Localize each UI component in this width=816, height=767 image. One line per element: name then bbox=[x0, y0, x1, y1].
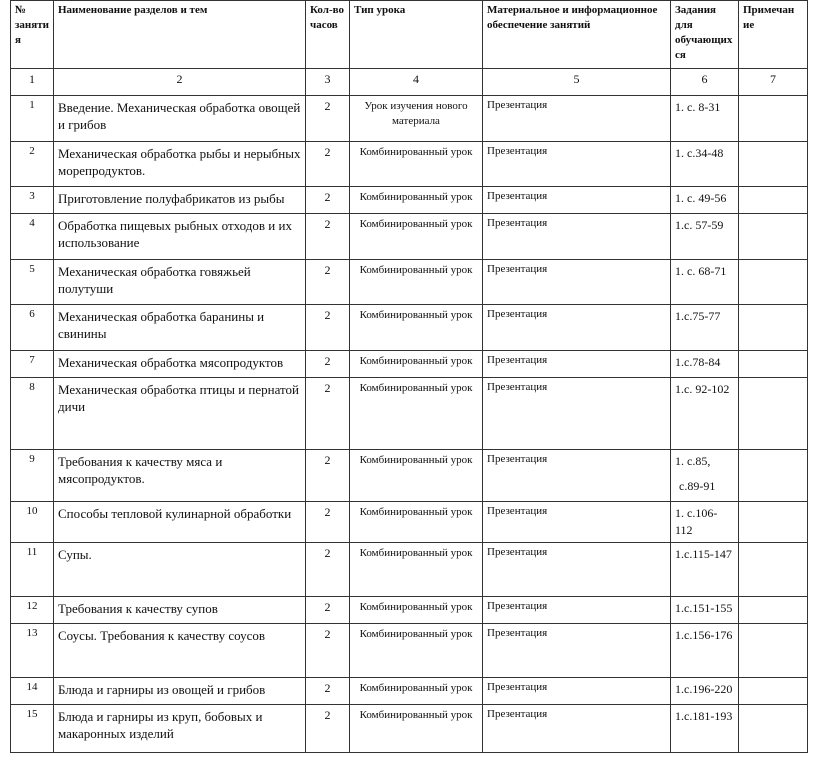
header-notes: Примечан ие bbox=[739, 1, 808, 69]
lesson-notes bbox=[739, 705, 808, 753]
lesson-type: Комбинированный урок bbox=[350, 597, 483, 624]
lesson-notes bbox=[739, 187, 808, 214]
lesson-tasks bbox=[671, 678, 739, 705]
lesson-hours: 2 bbox=[306, 187, 350, 214]
lesson-hours: 2 bbox=[306, 351, 350, 378]
lesson-hours: 2 bbox=[306, 705, 350, 753]
lesson-number: 1 bbox=[11, 96, 54, 142]
lesson-number: 2 bbox=[11, 142, 54, 187]
task-reference: 1. с.85, bbox=[675, 454, 711, 468]
lesson-title: Соусы. Требования к качеству соусов bbox=[54, 624, 306, 678]
task-reference: 1. с.34-48 bbox=[675, 146, 724, 160]
lesson-title: Механическая обработка баранины и свинины bbox=[54, 305, 306, 351]
lesson-notes bbox=[739, 305, 808, 351]
table-row bbox=[11, 450, 808, 502]
lesson-tasks bbox=[671, 351, 739, 378]
header-materials: Материальное и информационное обеспечение занятий bbox=[483, 1, 671, 69]
lesson-hours: 2 bbox=[306, 543, 350, 597]
task-reference: 1.с. 92-102 bbox=[675, 382, 730, 396]
lesson-materials: Презентация bbox=[483, 187, 671, 214]
table-row bbox=[11, 351, 808, 378]
header-lesson-type: Тип урока bbox=[350, 1, 483, 69]
lesson-materials: Презентация bbox=[483, 624, 671, 678]
lesson-number: 8 bbox=[11, 378, 54, 450]
lesson-number: 11 bbox=[11, 543, 54, 597]
lesson-tasks bbox=[671, 187, 739, 214]
lesson-notes bbox=[739, 502, 808, 543]
task-reference: 1. с.106-112 bbox=[675, 506, 718, 537]
lesson-materials: Презентация bbox=[483, 678, 671, 705]
lesson-materials: Презентация bbox=[483, 378, 671, 450]
lesson-materials: Презентация bbox=[483, 96, 671, 142]
lesson-hours: 2 bbox=[306, 305, 350, 351]
lesson-number: 5 bbox=[11, 260, 54, 305]
lesson-type: Комбинированный урок bbox=[350, 543, 483, 597]
lesson-hours: 2 bbox=[306, 678, 350, 705]
lesson-type: Комбинированный урок bbox=[350, 450, 483, 502]
lesson-type: Комбинированный урок bbox=[350, 678, 483, 705]
column-number: 4 bbox=[350, 69, 483, 96]
lesson-materials: Презентация bbox=[483, 597, 671, 624]
lesson-notes bbox=[739, 96, 808, 142]
lesson-notes bbox=[739, 597, 808, 624]
task-reference: 1. с. 68-71 bbox=[675, 264, 727, 278]
lesson-hours: 2 bbox=[306, 597, 350, 624]
table-row bbox=[11, 597, 808, 624]
lesson-hours: 2 bbox=[306, 502, 350, 543]
lesson-type: Комбинированный урок bbox=[350, 705, 483, 753]
table-row bbox=[11, 214, 808, 260]
lesson-hours: 2 bbox=[306, 214, 350, 260]
header-section-title: Наименование разделов и тем bbox=[54, 1, 306, 69]
header-row bbox=[11, 1, 808, 69]
lesson-notes bbox=[739, 543, 808, 597]
lesson-notes bbox=[739, 260, 808, 305]
lesson-title: Механическая обработка птицы и пернатой дичи bbox=[54, 378, 306, 450]
lesson-tasks bbox=[671, 450, 739, 502]
table-row bbox=[11, 260, 808, 305]
lesson-type: Урок изучения нового материала bbox=[350, 96, 483, 142]
lesson-type: Комбинированный урок bbox=[350, 502, 483, 543]
lesson-tasks bbox=[671, 378, 739, 450]
lesson-number: 14 bbox=[11, 678, 54, 705]
lesson-tasks bbox=[671, 705, 739, 753]
table-row bbox=[11, 502, 808, 543]
lesson-hours: 2 bbox=[306, 142, 350, 187]
lesson-tasks bbox=[671, 502, 739, 543]
lesson-title: Супы. bbox=[54, 543, 306, 597]
lesson-notes bbox=[739, 450, 808, 502]
lesson-title: Введение. Механическая обработка овощей и грибов bbox=[54, 96, 306, 142]
task-reference-continued: с.89-91 bbox=[679, 479, 716, 493]
lesson-type: Комбинированный урок bbox=[350, 624, 483, 678]
lesson-notes bbox=[739, 351, 808, 378]
lesson-number: 7 bbox=[11, 351, 54, 378]
lesson-notes bbox=[739, 678, 808, 705]
lesson-title: Приготовление полуфабрикатов из рыбы bbox=[54, 187, 306, 214]
lesson-hours: 2 bbox=[306, 378, 350, 450]
lesson-hours: 2 bbox=[306, 450, 350, 502]
column-number: 7 bbox=[739, 69, 808, 96]
lesson-materials: Презентация bbox=[483, 351, 671, 378]
lesson-tasks bbox=[671, 260, 739, 305]
column-number: 1 bbox=[11, 69, 54, 96]
lesson-materials: Презентация bbox=[483, 705, 671, 753]
lesson-type: Комбинированный урок bbox=[350, 351, 483, 378]
table-row bbox=[11, 305, 808, 351]
lesson-notes bbox=[739, 624, 808, 678]
lesson-materials: Презентация bbox=[483, 142, 671, 187]
lesson-notes bbox=[739, 214, 808, 260]
lesson-type: Комбинированный урок bbox=[350, 378, 483, 450]
lesson-tasks bbox=[671, 96, 739, 142]
lesson-title: Требования к качеству мяса и мясопродуктов. bbox=[54, 450, 306, 502]
table-row bbox=[11, 543, 808, 597]
lesson-materials: Презентация bbox=[483, 260, 671, 305]
lesson-notes bbox=[739, 142, 808, 187]
table-row bbox=[11, 624, 808, 678]
lesson-type: Комбинированный урок bbox=[350, 187, 483, 214]
lesson-materials: Презентация bbox=[483, 450, 671, 502]
lesson-number: 13 bbox=[11, 624, 54, 678]
task-reference: 1.с.151-155 bbox=[675, 601, 733, 615]
lesson-type: Комбинированный урок bbox=[350, 214, 483, 260]
task-reference: 1.с.78-84 bbox=[675, 355, 721, 369]
lesson-title: Механическая обработка рыбы и нерыбных морепродуктов. bbox=[54, 142, 306, 187]
lesson-title: Механическая обработка мясопродуктов bbox=[54, 351, 306, 378]
task-reference: 1.с.115-147 bbox=[675, 547, 732, 561]
lesson-title: Требования к качеству супов bbox=[54, 597, 306, 624]
lesson-type: Комбинированный урок bbox=[350, 142, 483, 187]
table-row bbox=[11, 96, 808, 142]
table-row bbox=[11, 187, 808, 214]
lesson-number: 15 bbox=[11, 705, 54, 753]
lesson-notes bbox=[739, 378, 808, 450]
table-row bbox=[11, 378, 808, 450]
lesson-number: 9 bbox=[11, 450, 54, 502]
lesson-number: 12 bbox=[11, 597, 54, 624]
lesson-tasks bbox=[671, 142, 739, 187]
lesson-tasks bbox=[671, 214, 739, 260]
column-number: 5 bbox=[483, 69, 671, 96]
lesson-plan-table bbox=[10, 0, 808, 753]
lesson-title: Блюда и гарниры из круп, бобовых и макаронных изделий bbox=[54, 705, 306, 753]
column-number: 2 bbox=[54, 69, 306, 96]
header-hours: Кол-во часов bbox=[306, 1, 350, 69]
column-number: 3 bbox=[306, 69, 350, 96]
lesson-title: Механическая обработка говяжьей полутуши bbox=[54, 260, 306, 305]
lesson-materials: Презентация bbox=[483, 214, 671, 260]
lesson-title: Блюда и гарниры из овощей и грибов bbox=[54, 678, 306, 705]
lesson-materials: Презентация bbox=[483, 305, 671, 351]
lesson-materials: Презентация bbox=[483, 543, 671, 597]
lesson-tasks bbox=[671, 597, 739, 624]
table-row bbox=[11, 142, 808, 187]
column-number-row bbox=[11, 69, 808, 96]
lesson-type: Комбинированный урок bbox=[350, 260, 483, 305]
lesson-hours: 2 bbox=[306, 96, 350, 142]
header-lesson-number: № заняти я bbox=[11, 1, 54, 69]
header-tasks: Задания для обучающих ся bbox=[671, 1, 739, 69]
column-number: 6 bbox=[671, 69, 739, 96]
task-reference: 1.с. 57-59 bbox=[675, 218, 724, 232]
lesson-tasks bbox=[671, 543, 739, 597]
lesson-materials: Презентация bbox=[483, 502, 671, 543]
task-reference: 1.с.181-193 bbox=[675, 709, 733, 723]
task-reference: 1. с. 8-31 bbox=[675, 100, 721, 114]
task-reference: 1.с.196-220 bbox=[675, 682, 733, 696]
lesson-hours: 2 bbox=[306, 260, 350, 305]
task-reference: 1.с.75-77 bbox=[675, 309, 721, 323]
table-row bbox=[11, 678, 808, 705]
lesson-title: Обработка пищевых рыбных отходов и их использование bbox=[54, 214, 306, 260]
lesson-title: Способы тепловой кулинарной обработки bbox=[54, 502, 306, 543]
lesson-number: 4 bbox=[11, 214, 54, 260]
task-reference: 1. с. 49-56 bbox=[675, 191, 727, 205]
lesson-number: 3 bbox=[11, 187, 54, 214]
lesson-hours: 2 bbox=[306, 624, 350, 678]
task-reference: 1.с.156-176 bbox=[675, 628, 733, 642]
lesson-number: 10 bbox=[11, 502, 54, 543]
lesson-tasks bbox=[671, 305, 739, 351]
table-row bbox=[11, 705, 808, 753]
lesson-tasks bbox=[671, 624, 739, 678]
lesson-type: Комбинированный урок bbox=[350, 305, 483, 351]
lesson-number: 6 bbox=[11, 305, 54, 351]
